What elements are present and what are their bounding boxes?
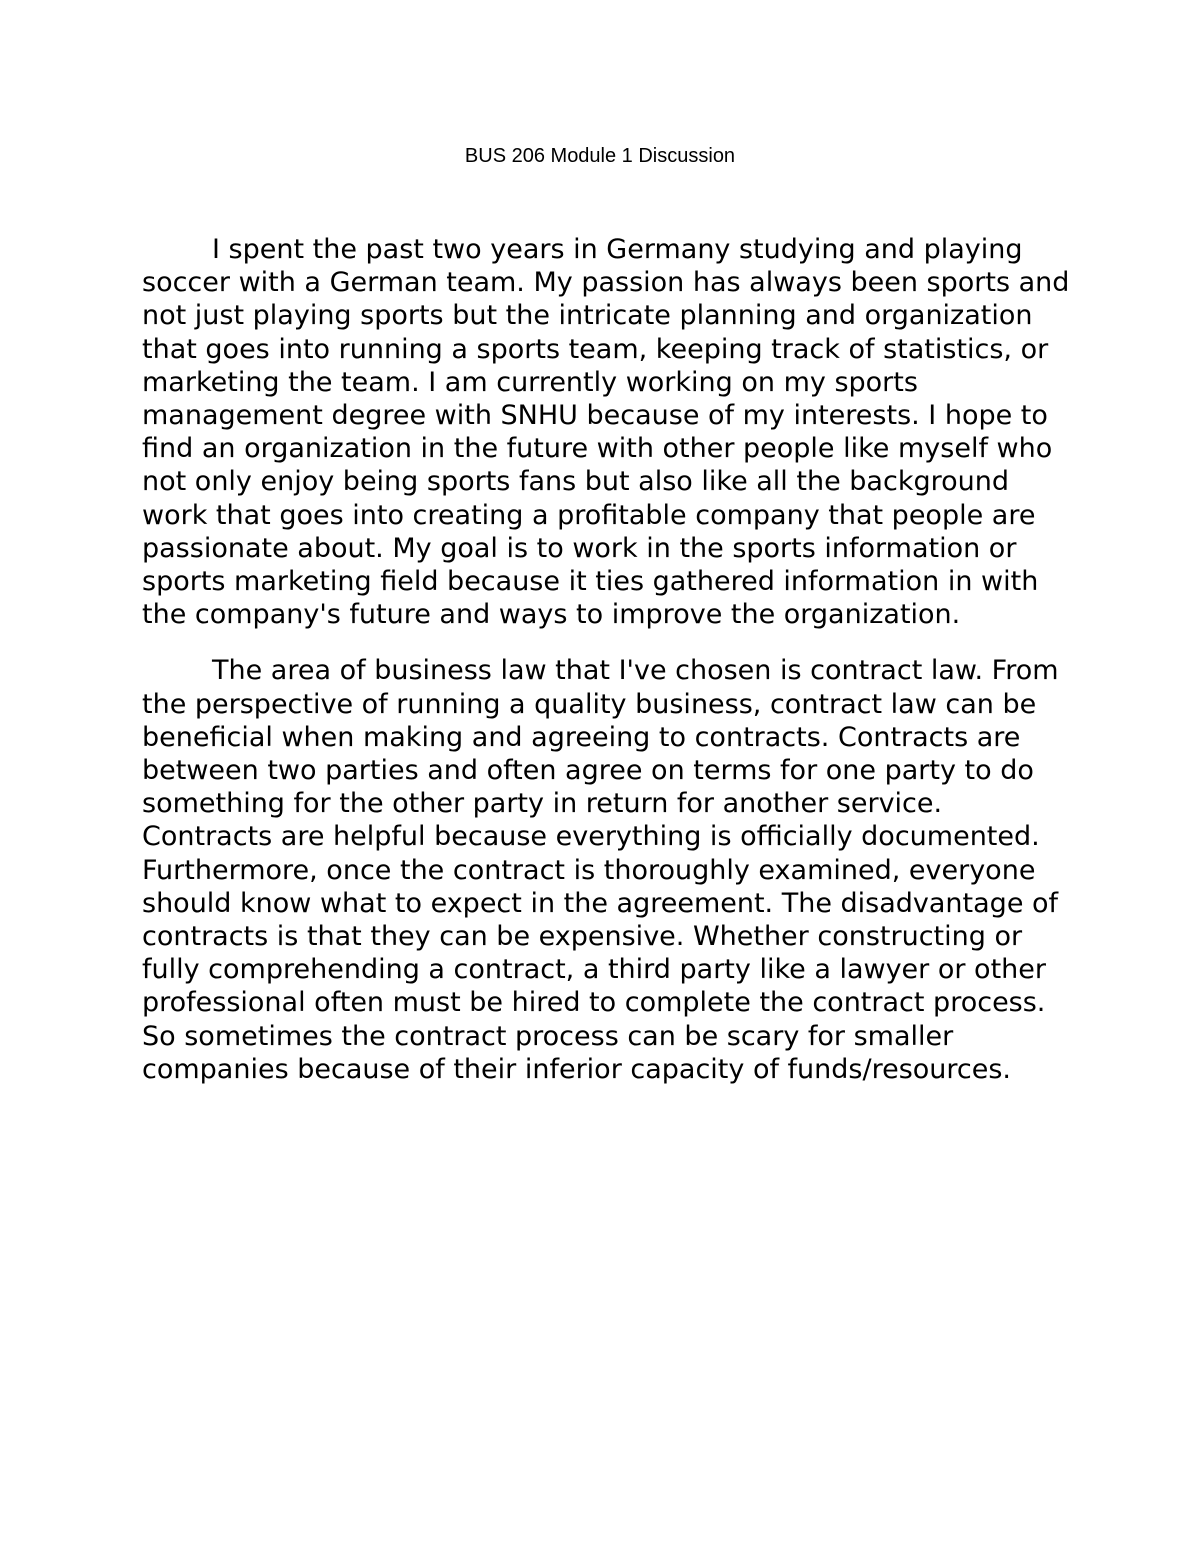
document-body: [142, 233, 1070, 1086]
paragraph-1: I spent the past two years in Germany studying and playing soccer with a German team. My passion has always been sports and not just playing sports but the intricate planning and organization that goes into running a sports team, keeping track of statistics, or marketing the team. I am currently working on my sports management degree with SNHU because of my interests. I hope to find an organization in the future with other people like myself who not only enjoy being sports fans but also like all the background work that goes into creating a profitable company that people are passionate about. My goal is to work in the sports information or sports marketing field because it ties gathered information in with the company's future and ways to improve the organization.: [142, 234, 1070, 631]
paragraph-2: The area of business law that I've chosen is contract law. From the perspective of running a quality business, contract law can be beneficial when making and agreeing to contracts. Contracts are between two parties and often agree on terms for one party to do something for the other party in return for another service. Contracts are helpful because everything is officially documented. Furthermore, once the contract is thoroughly examined, everyone should know what to expect in the agreement. The disadvantage of contracts is that they can be expensive. Whether constructing or fully comprehending a contract, a third party like a lawyer or other professional often must be hired to complete the contract process. So sometimes the contract process can be scary for smaller companies because of their inferior capacity of funds/resources.: [142, 655, 1059, 1085]
document-title: BUS 206 Module 1 Discussion: [464, 145, 736, 167]
